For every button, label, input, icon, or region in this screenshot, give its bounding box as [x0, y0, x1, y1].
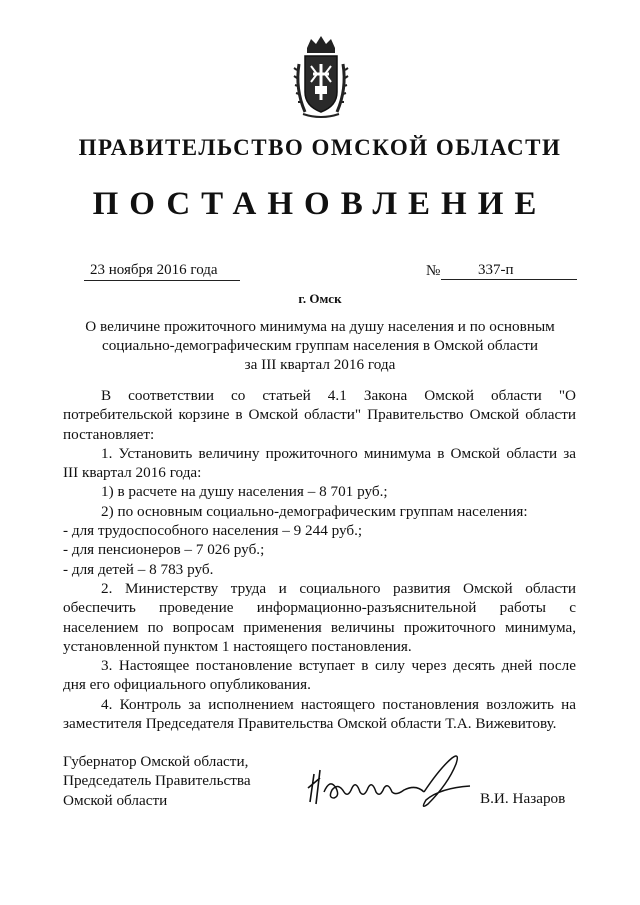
preamble-paragraph: В соответствии со статьей 4.1 Закона Омской области "О потребительской корзине в Омской области" Правительство Омской области постановляет:: [63, 387, 576, 443]
signatory-line: Губернатор Омской области,: [63, 753, 249, 770]
governor-name: В.И. Назаров: [480, 790, 566, 807]
signatory-title: [63, 752, 323, 810]
document-date: 23 ноября 2016 года: [84, 262, 240, 281]
clause-1-2-pensioners: - для пенсионеров – 7 026 руб.;: [63, 541, 265, 559]
government-title: ПРАВИТЕЛЬСТВО ОМСКОЙ ОБЛАСТИ: [78, 135, 562, 160]
coat-of-arms-emblem: [293, 34, 349, 118]
number-label: №: [426, 263, 441, 279]
document-city: г. Омск: [298, 291, 342, 306]
signatory-line: Омской области: [63, 791, 168, 809]
document-body: [63, 386, 576, 733]
document-number: 337-п: [441, 262, 577, 280]
signatory-line: Председатель Правительства: [63, 772, 251, 790]
clause-1-2-working-age: - для трудоспособного населения – 9 244 руб.;: [63, 522, 363, 540]
clause-1-2: 2) по основным социально-демографическим группам населения:: [101, 502, 528, 520]
clause-1-2-children: - для детей – 8 783 руб.: [63, 560, 214, 578]
clause-2: 2. Министерству труда и социального развития Омской области обеспечить проведение информационно-разъяснительной работы с населением по вопросам применения величины прожиточного минимума, установленной пунктом 1 настоящего постановления.: [63, 579, 576, 655]
subject-line: за III квартал 2016 года: [244, 356, 396, 373]
handwritten-signature: [300, 748, 480, 814]
clause-4: 4. Контроль за исполнением настоящего постановления возложить на заместителя Председателя Правительства Омской области Т.А. Вижевитову.: [63, 695, 576, 733]
clause-1-1: 1) в расчете на душу населения – 8 701 руб.;: [101, 483, 388, 501]
document-subject: [60, 317, 580, 374]
subject-line: социально-демографическим группам населения в Омской области: [101, 337, 539, 354]
subject-line: О величине прожиточного минимума на душу населения и по основным: [85, 318, 555, 335]
clause-3: 3. Настоящее постановление вступает в силу через десять дней после дня его официального опубликования.: [63, 657, 576, 694]
document-type: ПОСТАНОВЛЕНИЕ: [92, 186, 548, 222]
clause-1: 1. Установить величину прожиточного минимума в Омской области за III квартал 2016 года:: [63, 444, 576, 482]
